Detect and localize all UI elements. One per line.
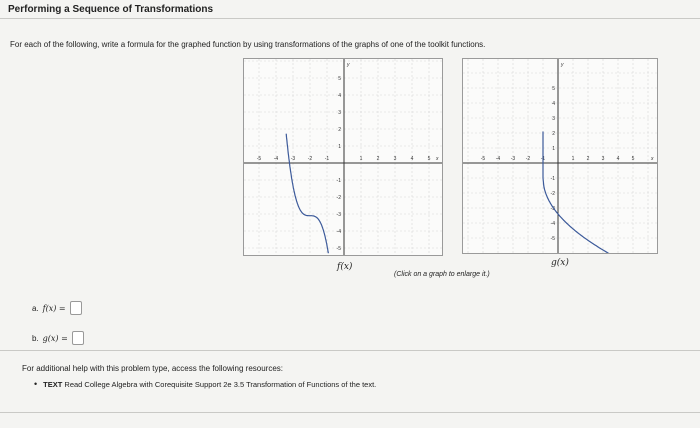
y-tick-label: -4 (550, 221, 555, 227)
y-tick-label: 1 (338, 144, 341, 150)
y-tick-label: 2 (338, 127, 341, 133)
bullet-icon: • (34, 379, 38, 389)
x-tick-label: 5 (631, 156, 635, 162)
y-tick-label: -4 (336, 229, 341, 235)
y-tick-label: -5 (550, 236, 555, 242)
x-tick-label: -3 (290, 156, 296, 162)
y-tick-label: 2 (552, 131, 555, 137)
y-tick-label: 5 (338, 76, 341, 82)
y-tick-label: -3 (336, 212, 341, 218)
x-tick-label: -4 (273, 156, 279, 162)
answer-b-label: b. (32, 333, 39, 343)
x-tick-label: 4 (616, 156, 620, 162)
help-text: For additional help with this problem type, access the following resources: (22, 364, 284, 373)
graph-g[interactable] (462, 58, 658, 254)
x-tick-label: 4 (410, 156, 414, 162)
x-axis-label: x (436, 156, 439, 162)
x-tick-label: 5 (427, 156, 431, 162)
answer-a-input[interactable] (70, 301, 82, 315)
y-tick-label: -1 (550, 176, 555, 182)
x-tick-label: -3 (510, 156, 516, 162)
x-tick-label: -1 (540, 156, 546, 162)
answer-a-expr: f(x) = (42, 303, 66, 313)
function-curve (540, 132, 653, 254)
y-tick-label: -5 (336, 246, 341, 252)
x-tick-label: -5 (480, 156, 486, 162)
resource-item (34, 380, 376, 389)
y-tick-label: -2 (550, 191, 555, 197)
x-tick-label: 1 (571, 156, 575, 162)
x-tick-label: -4 (495, 156, 501, 162)
enlarge-note: (Click on a graph to enlarge it.) (394, 271, 490, 278)
y-tick-label: 5 (552, 86, 555, 92)
answer-b-expr: g(x) = (42, 333, 68, 343)
resource-link[interactable]: TEXT Read College Algebra with Corequisite Support 2e 3.5 Transformation of Functions of the text. (43, 380, 377, 389)
instructions: For each of the following, write a formula for the graphed function by using transformations of the graphs of one of the toolkit functions. (10, 40, 486, 49)
x-tick-label: 2 (586, 156, 590, 162)
y-tick-label: 3 (338, 110, 341, 116)
answer-a-label: a. (32, 303, 39, 313)
x-tick-label: 3 (601, 156, 605, 162)
y-tick-label: 4 (338, 93, 341, 99)
answer-b (32, 331, 84, 345)
x-tick-label: 3 (393, 156, 397, 162)
y-tick-label: -1 (336, 178, 341, 184)
x-axis-label: x (651, 156, 654, 162)
graph-f[interactable] (243, 58, 443, 256)
answer-a (32, 301, 82, 315)
x-tick-label: -2 (525, 156, 531, 162)
answer-b-input[interactable] (72, 331, 84, 345)
y-tick-label: 3 (552, 116, 555, 122)
y-tick-label: -3 (550, 206, 555, 212)
x-tick-label: 2 (376, 156, 380, 162)
y-tick-label: -2 (336, 195, 341, 201)
header-divider (0, 18, 700, 19)
y-axis-label: y (347, 62, 350, 68)
graph-f-label: f(x) (337, 262, 353, 272)
y-tick-label: 1 (552, 146, 555, 152)
x-tick-label: 1 (359, 156, 363, 162)
page-title: Performing a Sequence of Transformations (8, 4, 214, 15)
x-tick-label: -5 (256, 156, 262, 162)
x-tick-label: -2 (307, 156, 313, 162)
graph-g-label: g(x) (551, 258, 569, 268)
y-tick-label: 4 (552, 101, 555, 107)
help-divider (0, 350, 700, 351)
x-tick-label: -1 (324, 156, 330, 162)
footer-divider (0, 412, 700, 413)
y-axis-label: y (561, 62, 564, 68)
function-curve (286, 134, 328, 254)
